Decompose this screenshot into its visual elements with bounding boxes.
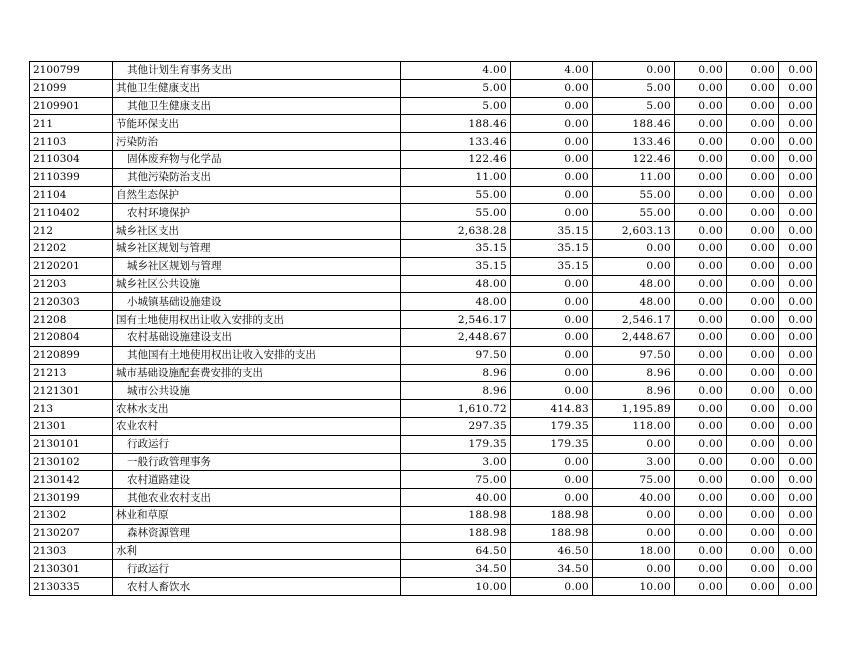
subject-code-cell: 2130301 bbox=[30, 560, 113, 578]
amount-cell: 0.00 bbox=[727, 150, 779, 168]
subject-name-cell: 城乡社区公共设施 bbox=[113, 275, 401, 293]
amount-cell: 4.00 bbox=[511, 62, 593, 80]
amount-cell: 0.00 bbox=[727, 204, 779, 222]
amount-cell: 1,610.72 bbox=[401, 400, 511, 418]
amount-cell: 297.35 bbox=[401, 417, 511, 435]
amount-cell: 122.46 bbox=[593, 150, 675, 168]
amount-cell: 11.00 bbox=[593, 168, 675, 186]
amount-cell: 48.00 bbox=[593, 275, 675, 293]
amount-cell: 0.00 bbox=[593, 257, 675, 275]
amount-cell: 0.00 bbox=[779, 257, 817, 275]
subject-name-cell: 农村道路建设 bbox=[113, 471, 401, 489]
amount-cell: 5.00 bbox=[593, 97, 675, 115]
amount-cell: 0.00 bbox=[511, 346, 593, 364]
amount-cell: 0.00 bbox=[675, 257, 727, 275]
amount-cell: 0.00 bbox=[727, 417, 779, 435]
amount-cell: 0.00 bbox=[779, 150, 817, 168]
amount-cell: 0.00 bbox=[675, 364, 727, 382]
table-row bbox=[30, 400, 817, 418]
amount-cell: 0.00 bbox=[675, 435, 727, 453]
amount-cell: 0.00 bbox=[675, 542, 727, 560]
amount-cell: 0.00 bbox=[675, 471, 727, 489]
amount-cell: 0.00 bbox=[727, 222, 779, 240]
table-row bbox=[30, 257, 817, 275]
amount-cell: 0.00 bbox=[779, 328, 817, 346]
subject-name-cell: 其他卫生健康支出 bbox=[113, 97, 401, 115]
amount-cell: 0.00 bbox=[675, 133, 727, 151]
amount-cell: 2,448.67 bbox=[593, 328, 675, 346]
table-body bbox=[30, 62, 817, 596]
amount-cell: 0.00 bbox=[511, 204, 593, 222]
amount-cell: 0.00 bbox=[779, 578, 817, 596]
subject-code-cell: 2130207 bbox=[30, 524, 113, 542]
subject-name-cell: 其他污染防治支出 bbox=[113, 168, 401, 186]
amount-cell: 0.00 bbox=[779, 186, 817, 204]
amount-cell: 179.35 bbox=[401, 435, 511, 453]
amount-cell: 0.00 bbox=[727, 62, 779, 80]
subject-code-cell: 2110304 bbox=[30, 150, 113, 168]
amount-cell: 0.00 bbox=[675, 506, 727, 524]
table-row bbox=[30, 489, 817, 507]
amount-cell: 0.00 bbox=[727, 578, 779, 596]
amount-cell: 35.15 bbox=[401, 239, 511, 257]
amount-cell: 1,195.89 bbox=[593, 400, 675, 418]
amount-cell: 0.00 bbox=[727, 133, 779, 151]
amount-cell: 0.00 bbox=[511, 97, 593, 115]
subject-code-cell: 211 bbox=[30, 115, 113, 133]
amount-cell: 5.00 bbox=[401, 79, 511, 97]
table-row bbox=[30, 417, 817, 435]
amount-cell: 0.00 bbox=[593, 435, 675, 453]
amount-cell: 0.00 bbox=[511, 471, 593, 489]
amount-cell: 8.96 bbox=[593, 382, 675, 400]
subject-code-cell: 21208 bbox=[30, 311, 113, 329]
table-row bbox=[30, 506, 817, 524]
amount-cell: 0.00 bbox=[779, 115, 817, 133]
subject-name-cell: 农村人畜饮水 bbox=[113, 578, 401, 596]
amount-cell: 0.00 bbox=[727, 311, 779, 329]
amount-cell: 179.35 bbox=[511, 435, 593, 453]
amount-cell: 0.00 bbox=[511, 168, 593, 186]
amount-cell: 0.00 bbox=[779, 542, 817, 560]
subject-name-cell: 林业和草原 bbox=[113, 506, 401, 524]
subject-name-cell: 其他农业农村支出 bbox=[113, 489, 401, 507]
amount-cell: 188.98 bbox=[401, 524, 511, 542]
amount-cell: 0.00 bbox=[675, 382, 727, 400]
subject-name-cell: 其他国有土地使用权出让收入安排的支出 bbox=[113, 346, 401, 364]
subject-code-cell: 2130199 bbox=[30, 489, 113, 507]
amount-cell: 0.00 bbox=[779, 417, 817, 435]
amount-cell: 0.00 bbox=[675, 489, 727, 507]
subject-name-cell: 城乡社区规划与管理 bbox=[113, 239, 401, 257]
subject-name-cell: 农业农村 bbox=[113, 417, 401, 435]
amount-cell: 0.00 bbox=[511, 79, 593, 97]
amount-cell: 0.00 bbox=[727, 346, 779, 364]
subject-code-cell: 2100799 bbox=[30, 62, 113, 80]
amount-cell: 0.00 bbox=[675, 62, 727, 80]
amount-cell: 0.00 bbox=[779, 506, 817, 524]
subject-code-cell: 21202 bbox=[30, 239, 113, 257]
table-row bbox=[30, 364, 817, 382]
amount-cell: 0.00 bbox=[727, 400, 779, 418]
amount-cell: 0.00 bbox=[727, 524, 779, 542]
subject-code-cell: 21213 bbox=[30, 364, 113, 382]
amount-cell: 0.00 bbox=[779, 560, 817, 578]
subject-code-cell: 2120804 bbox=[30, 328, 113, 346]
amount-cell: 0.00 bbox=[675, 400, 727, 418]
amount-cell: 5.00 bbox=[593, 79, 675, 97]
amount-cell: 0.00 bbox=[727, 435, 779, 453]
amount-cell: 4.00 bbox=[401, 62, 511, 80]
table-row bbox=[30, 204, 817, 222]
amount-cell: 0.00 bbox=[727, 453, 779, 471]
subject-code-cell: 21099 bbox=[30, 79, 113, 97]
amount-cell: 0.00 bbox=[675, 311, 727, 329]
subject-code-cell: 2109901 bbox=[30, 97, 113, 115]
subject-name-cell: 农村环境保护 bbox=[113, 204, 401, 222]
subject-code-cell: 2130102 bbox=[30, 453, 113, 471]
table-row bbox=[30, 311, 817, 329]
amount-cell: 0.00 bbox=[675, 328, 727, 346]
amount-cell: 0.00 bbox=[727, 239, 779, 257]
amount-cell: 5.00 bbox=[401, 97, 511, 115]
amount-cell: 0.00 bbox=[593, 62, 675, 80]
amount-cell: 0.00 bbox=[779, 453, 817, 471]
amount-cell: 0.00 bbox=[675, 239, 727, 257]
amount-cell: 0.00 bbox=[727, 328, 779, 346]
amount-cell: 0.00 bbox=[727, 364, 779, 382]
subject-code-cell: 2110399 bbox=[30, 168, 113, 186]
amount-cell: 133.46 bbox=[593, 133, 675, 151]
subject-code-cell: 212 bbox=[30, 222, 113, 240]
amount-cell: 0.00 bbox=[675, 186, 727, 204]
amount-cell: 0.00 bbox=[511, 453, 593, 471]
subject-code-cell: 2130101 bbox=[30, 435, 113, 453]
amount-cell: 10.00 bbox=[401, 578, 511, 596]
subject-code-cell: 21103 bbox=[30, 133, 113, 151]
amount-cell: 18.00 bbox=[593, 542, 675, 560]
table-row bbox=[30, 471, 817, 489]
amount-cell: 0.00 bbox=[511, 489, 593, 507]
amount-cell: 0.00 bbox=[779, 97, 817, 115]
amount-cell: 0.00 bbox=[675, 453, 727, 471]
subject-code-cell: 21302 bbox=[30, 506, 113, 524]
subject-name-cell: 农林水支出 bbox=[113, 400, 401, 418]
subject-name-cell: 农村基础设施建设支出 bbox=[113, 328, 401, 346]
amount-cell: 3.00 bbox=[593, 453, 675, 471]
table-row bbox=[30, 560, 817, 578]
amount-cell: 0.00 bbox=[675, 578, 727, 596]
amount-cell: 2,546.17 bbox=[593, 311, 675, 329]
amount-cell: 179.35 bbox=[511, 417, 593, 435]
table-row bbox=[30, 168, 817, 186]
subject-name-cell: 水利 bbox=[113, 542, 401, 560]
amount-cell: 0.00 bbox=[675, 346, 727, 364]
amount-cell: 3.00 bbox=[401, 453, 511, 471]
amount-cell: 10.00 bbox=[593, 578, 675, 596]
amount-cell: 0.00 bbox=[779, 489, 817, 507]
amount-cell: 0.00 bbox=[779, 382, 817, 400]
amount-cell: 0.00 bbox=[727, 506, 779, 524]
subject-name-cell: 行政运行 bbox=[113, 435, 401, 453]
amount-cell: 0.00 bbox=[727, 79, 779, 97]
amount-cell: 35.15 bbox=[511, 222, 593, 240]
subject-name-cell: 自然生态保护 bbox=[113, 186, 401, 204]
table-row bbox=[30, 133, 817, 151]
amount-cell: 0.00 bbox=[779, 311, 817, 329]
amount-cell: 0.00 bbox=[779, 400, 817, 418]
amount-cell: 0.00 bbox=[727, 542, 779, 560]
amount-cell: 64.50 bbox=[401, 542, 511, 560]
amount-cell: 0.00 bbox=[779, 168, 817, 186]
subject-name-cell: 森林资源管理 bbox=[113, 524, 401, 542]
amount-cell: 0.00 bbox=[779, 204, 817, 222]
amount-cell: 2,603.13 bbox=[593, 222, 675, 240]
amount-cell: 0.00 bbox=[779, 79, 817, 97]
table-row bbox=[30, 328, 817, 346]
subject-code-cell: 2130335 bbox=[30, 578, 113, 596]
amount-cell: 133.46 bbox=[401, 133, 511, 151]
table-row bbox=[30, 578, 817, 596]
amount-cell: 0.00 bbox=[675, 150, 727, 168]
amount-cell: 40.00 bbox=[401, 489, 511, 507]
amount-cell: 0.00 bbox=[511, 115, 593, 133]
subject-name-cell: 其他计划生育事务支出 bbox=[113, 62, 401, 80]
amount-cell: 55.00 bbox=[593, 186, 675, 204]
amount-cell: 0.00 bbox=[779, 293, 817, 311]
amount-cell: 48.00 bbox=[593, 293, 675, 311]
amount-cell: 0.00 bbox=[779, 239, 817, 257]
table-row bbox=[30, 79, 817, 97]
amount-cell: 0.00 bbox=[675, 560, 727, 578]
amount-cell: 97.50 bbox=[593, 346, 675, 364]
table-row bbox=[30, 346, 817, 364]
subject-code-cell: 21301 bbox=[30, 417, 113, 435]
amount-cell: 46.50 bbox=[511, 542, 593, 560]
subject-code-cell: 2121301 bbox=[30, 382, 113, 400]
amount-cell: 0.00 bbox=[511, 578, 593, 596]
subject-name-cell: 行政运行 bbox=[113, 560, 401, 578]
table-row bbox=[30, 115, 817, 133]
amount-cell: 34.50 bbox=[511, 560, 593, 578]
amount-cell: 40.00 bbox=[593, 489, 675, 507]
amount-cell: 118.00 bbox=[593, 417, 675, 435]
amount-cell: 122.46 bbox=[401, 150, 511, 168]
table-row bbox=[30, 382, 817, 400]
amount-cell: 0.00 bbox=[727, 275, 779, 293]
amount-cell: 188.98 bbox=[401, 506, 511, 524]
amount-cell: 0.00 bbox=[511, 311, 593, 329]
amount-cell: 188.98 bbox=[511, 506, 593, 524]
table-row bbox=[30, 453, 817, 471]
amount-cell: 97.50 bbox=[401, 346, 511, 364]
amount-cell: 8.96 bbox=[593, 364, 675, 382]
amount-cell: 35.15 bbox=[511, 257, 593, 275]
amount-cell: 0.00 bbox=[727, 560, 779, 578]
amount-cell: 2,638.28 bbox=[401, 222, 511, 240]
amount-cell: 0.00 bbox=[779, 524, 817, 542]
amount-cell: 0.00 bbox=[779, 346, 817, 364]
table-row bbox=[30, 542, 817, 560]
amount-cell: 34.50 bbox=[401, 560, 511, 578]
amount-cell: 0.00 bbox=[727, 489, 779, 507]
subject-code-cell: 213 bbox=[30, 400, 113, 418]
amount-cell: 0.00 bbox=[727, 382, 779, 400]
amount-cell: 0.00 bbox=[727, 186, 779, 204]
amount-cell: 0.00 bbox=[511, 133, 593, 151]
amount-cell: 0.00 bbox=[511, 364, 593, 382]
amount-cell: 0.00 bbox=[727, 97, 779, 115]
amount-cell: 0.00 bbox=[675, 524, 727, 542]
amount-cell: 0.00 bbox=[675, 222, 727, 240]
amount-cell: 188.46 bbox=[593, 115, 675, 133]
subject-name-cell: 城市公共设施 bbox=[113, 382, 401, 400]
amount-cell: 8.96 bbox=[401, 382, 511, 400]
subject-code-cell: 2110402 bbox=[30, 204, 113, 222]
amount-cell: 0.00 bbox=[675, 115, 727, 133]
subject-name-cell: 城市基础设施配套费安排的支出 bbox=[113, 364, 401, 382]
amount-cell: 0.00 bbox=[593, 506, 675, 524]
subject-code-cell: 21203 bbox=[30, 275, 113, 293]
subject-code-cell: 2120899 bbox=[30, 346, 113, 364]
subject-code-cell: 2120201 bbox=[30, 257, 113, 275]
table-row bbox=[30, 524, 817, 542]
table-row bbox=[30, 435, 817, 453]
subject-code-cell: 21303 bbox=[30, 542, 113, 560]
subject-name-cell: 城乡社区支出 bbox=[113, 222, 401, 240]
table-row bbox=[30, 222, 817, 240]
subject-code-cell: 21104 bbox=[30, 186, 113, 204]
amount-cell: 0.00 bbox=[779, 133, 817, 151]
amount-cell: 0.00 bbox=[727, 168, 779, 186]
subject-name-cell: 一般行政管理事务 bbox=[113, 453, 401, 471]
amount-cell: 0.00 bbox=[511, 275, 593, 293]
subject-name-cell: 节能环保支出 bbox=[113, 115, 401, 133]
table-row bbox=[30, 239, 817, 257]
subject-name-cell: 其他卫生健康支出 bbox=[113, 79, 401, 97]
amount-cell: 0.00 bbox=[727, 293, 779, 311]
table-row bbox=[30, 293, 817, 311]
amount-cell: 0.00 bbox=[779, 275, 817, 293]
amount-cell: 0.00 bbox=[675, 168, 727, 186]
amount-cell: 48.00 bbox=[401, 275, 511, 293]
subject-name-cell: 小城镇基础设施建设 bbox=[113, 293, 401, 311]
amount-cell: 0.00 bbox=[675, 97, 727, 115]
amount-cell: 0.00 bbox=[779, 471, 817, 489]
amount-cell: 0.00 bbox=[779, 364, 817, 382]
amount-cell: 0.00 bbox=[511, 328, 593, 346]
amount-cell: 2,448.67 bbox=[401, 328, 511, 346]
amount-cell: 0.00 bbox=[511, 150, 593, 168]
subject-name-cell: 污染防治 bbox=[113, 133, 401, 151]
amount-cell: 8.96 bbox=[401, 364, 511, 382]
amount-cell: 55.00 bbox=[593, 204, 675, 222]
amount-cell: 75.00 bbox=[401, 471, 511, 489]
amount-cell: 0.00 bbox=[779, 62, 817, 80]
amount-cell: 414.83 bbox=[511, 400, 593, 418]
subject-name-cell: 国有土地使用权出让收入安排的支出 bbox=[113, 311, 401, 329]
amount-cell: 188.98 bbox=[511, 524, 593, 542]
subject-name-cell: 固体废弃物与化学品 bbox=[113, 150, 401, 168]
amount-cell: 0.00 bbox=[511, 382, 593, 400]
amount-cell: 0.00 bbox=[727, 471, 779, 489]
subject-code-cell: 2120303 bbox=[30, 293, 113, 311]
subject-code-cell: 2130142 bbox=[30, 471, 113, 489]
amount-cell: 48.00 bbox=[401, 293, 511, 311]
amount-cell: 0.00 bbox=[511, 293, 593, 311]
amount-cell: 188.46 bbox=[401, 115, 511, 133]
amount-cell: 0.00 bbox=[593, 560, 675, 578]
amount-cell: 75.00 bbox=[593, 471, 675, 489]
amount-cell: 0.00 bbox=[511, 186, 593, 204]
table-row bbox=[30, 186, 817, 204]
amount-cell: 2,546.17 bbox=[401, 311, 511, 329]
amount-cell: 0.00 bbox=[593, 239, 675, 257]
subject-name-cell: 城乡社区规划与管理 bbox=[113, 257, 401, 275]
table-row bbox=[30, 275, 817, 293]
amount-cell: 55.00 bbox=[401, 204, 511, 222]
amount-cell: 0.00 bbox=[675, 293, 727, 311]
amount-cell: 0.00 bbox=[675, 204, 727, 222]
amount-cell: 0.00 bbox=[727, 257, 779, 275]
amount-cell: 0.00 bbox=[675, 417, 727, 435]
table-row bbox=[30, 150, 817, 168]
table-row bbox=[30, 97, 817, 115]
amount-cell: 0.00 bbox=[727, 115, 779, 133]
amount-cell: 35.15 bbox=[511, 239, 593, 257]
amount-cell: 35.15 bbox=[401, 257, 511, 275]
budget-table bbox=[29, 61, 817, 596]
amount-cell: 0.00 bbox=[593, 524, 675, 542]
amount-cell: 55.00 bbox=[401, 186, 511, 204]
table-row bbox=[30, 62, 817, 80]
amount-cell: 0.00 bbox=[779, 435, 817, 453]
amount-cell: 0.00 bbox=[675, 275, 727, 293]
amount-cell: 0.00 bbox=[779, 222, 817, 240]
amount-cell: 0.00 bbox=[675, 79, 727, 97]
amount-cell: 11.00 bbox=[401, 168, 511, 186]
